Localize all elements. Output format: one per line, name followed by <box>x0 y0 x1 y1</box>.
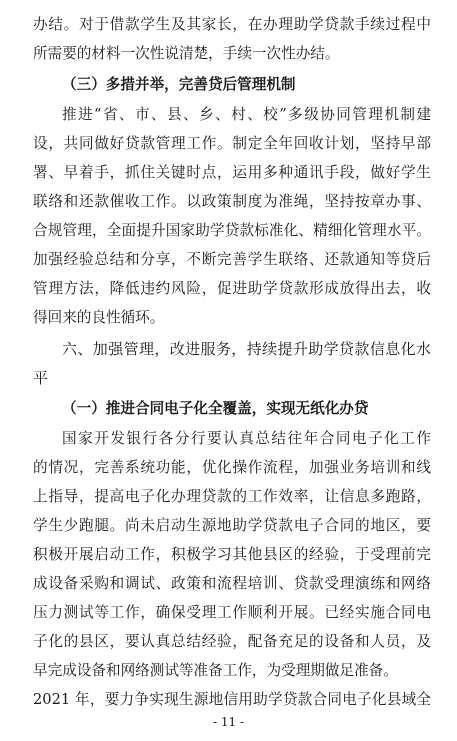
body-line: 学生少跑腿。尚未启动生源地助学贷款电子合同的地区，要 <box>33 517 431 534</box>
section-heading: （一）推进合同电子化全覆盖，实现无纸化办贷 <box>62 400 369 417</box>
chapter-heading-continued: 平 <box>33 369 49 387</box>
body-line: 管理方法，降低违约风险，促进助学贷款形成放得出去，收 <box>33 280 431 297</box>
body-line: 联络和还款催收工作。以政策制度为准绳，坚持按章办事、 <box>33 193 431 210</box>
section-heading: （三）多措并举，完善贷后管理机制 <box>62 76 296 93</box>
body-line: 成设备采购和调试、政策和流程培训、贷款受理演练和网络 <box>33 575 431 592</box>
body-line: 国家开发银行各分行要认真总结往年合同电子化工作 <box>62 430 431 447</box>
body-line: 子化的县区，要认真总结经验，配备充足的设备和人员，及 <box>33 633 431 650</box>
body-line: 所需要的材料一次性说清楚，手续一次性办结。 <box>33 45 340 62</box>
page-number: - 11 - <box>212 715 244 729</box>
body-line: 设，共同做好贷款管理工作。制定全年回收计划，坚持早部 <box>33 135 431 152</box>
body-line: 上指导，提高电子化办理贷款的工作效率，让信息多跑路， <box>33 488 431 505</box>
body-line: 推进“省、市、县、乡、村、校”多级协同管理机制建 <box>62 106 431 123</box>
body-line: 办结。对于借款学生及其家长，在办理助学贷款手续过程中 <box>33 16 431 33</box>
body-line: 积极开展启动工作，积极学习其他县区的经验，于受理前完 <box>33 546 431 563</box>
body-line: 早完成设备和网络测试等准备工作，为受理期做足准备。 <box>33 662 398 679</box>
body-line: 2021 年，要力争实现生源地信用助学贷款合同电子化县域全 <box>33 691 431 708</box>
body-line: 得回来的良性循环。 <box>33 309 165 326</box>
body-line: 合规管理，全面提升国家助学贷款标准化、精细化管理水平。 <box>33 222 431 239</box>
chapter-heading: 六、加强管理，改进服务，持续提升助学贷款信息化水 <box>62 340 431 358</box>
body-line: 压力测试等工作，确保受理工作顺利开展。已经实施合同电 <box>33 604 431 621</box>
body-line: 的情况，完善系统功能，优化操作流程，加强业务培训和线 <box>33 459 431 476</box>
body-line: 加强经验总结和分享，不断完善学生联络、还款通知等贷后 <box>33 251 431 268</box>
body-line: 署、早着手，抓住关键时点，运用多种通讯手段，做好学生 <box>33 164 431 181</box>
